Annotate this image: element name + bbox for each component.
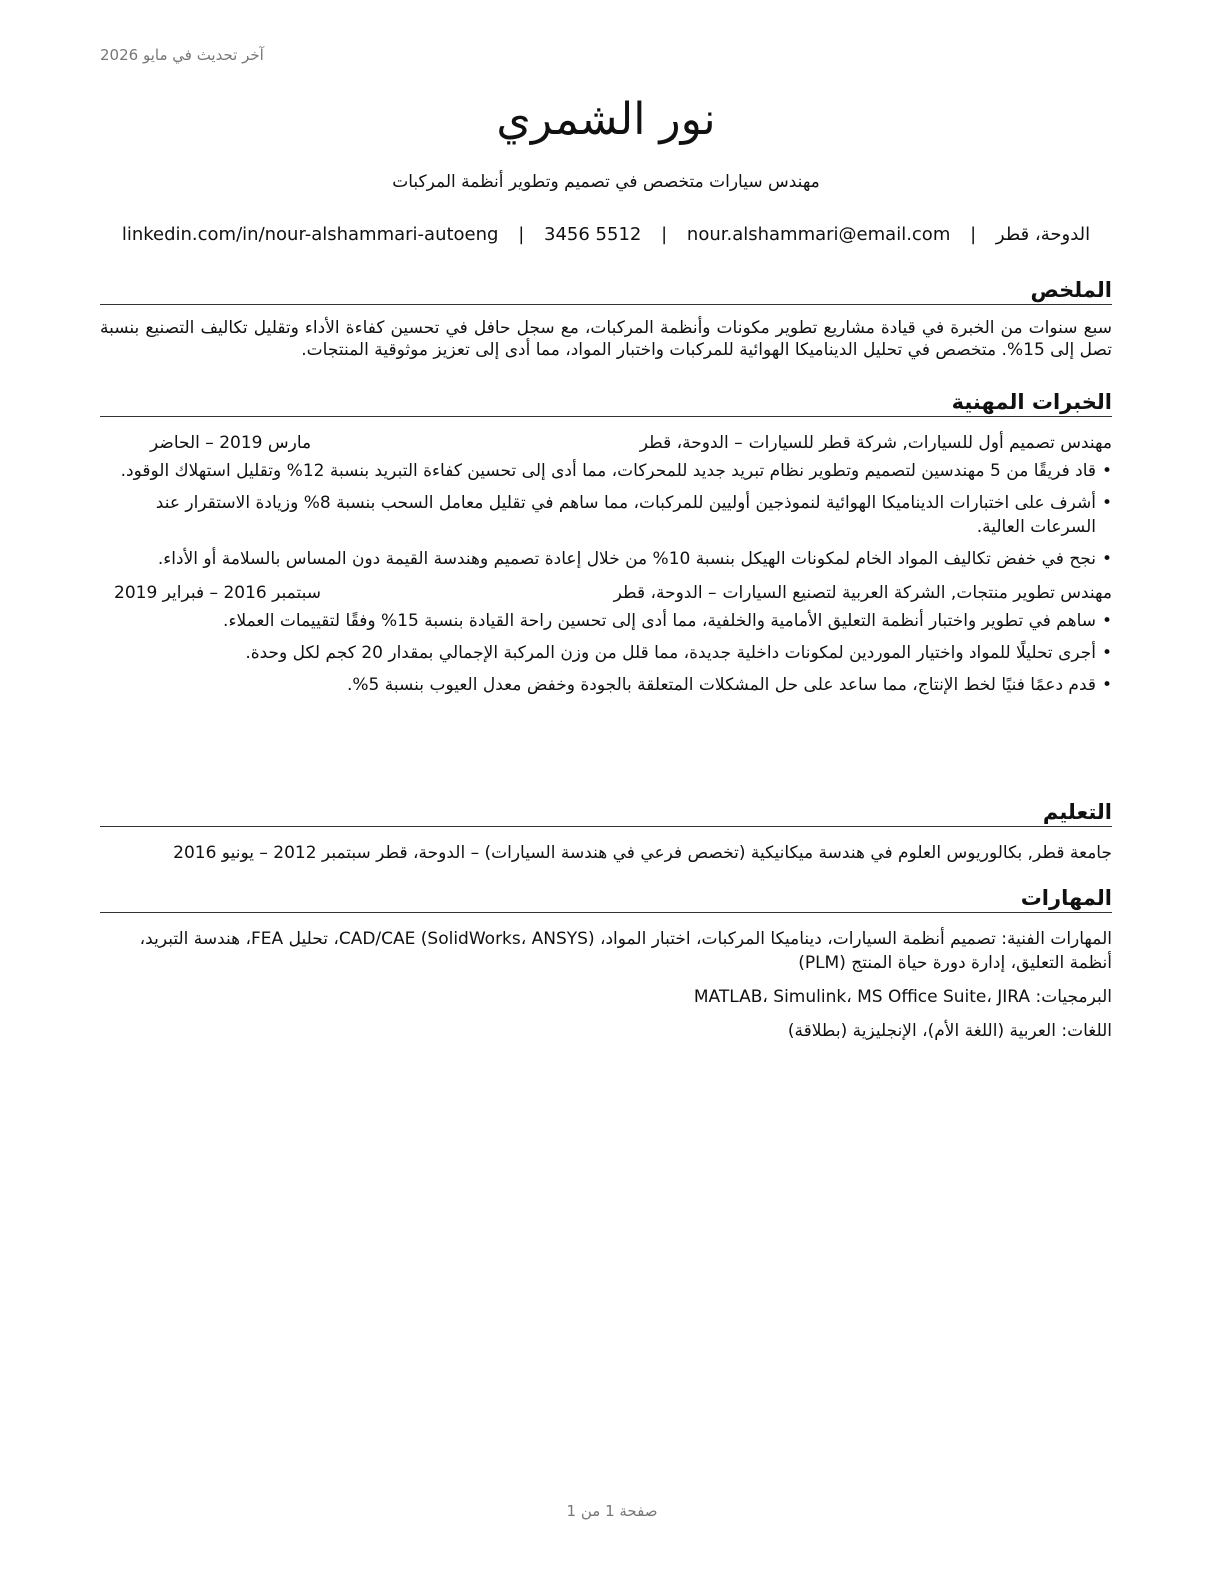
contact-email[interactable]: nour.alshammari@email.com (686, 224, 951, 245)
section-title-skills: المهارات (100, 884, 1112, 913)
section-title-summary: الملخص (100, 276, 1112, 305)
page-number: صفحة 1 من 1 (566, 1502, 658, 1520)
list-item: • أشرف على اختبارات الديناميكا الهوائية لنموذجين أوليين للمركبات، مما ساهم في تقليل معامل السحب بنسبة 8% وزيادة الاستقرار عند السرعات العالية. (100, 491, 1112, 539)
list-item: • أجرى تحليلًا للمواد واختيار الموردين لمكونات داخلية جديدة، مما قلل من وزن المركبة الإجمالي بمقدار 20 كجم لكل وحدة. (100, 641, 1112, 665)
contact-linkedin[interactable]: linkedin.com/in/nour-alshammari-autoeng (121, 224, 499, 245)
job-location: – الدوحة، قطر (613, 583, 717, 603)
job-role-company: مهندس تصميم أول للسيارات, شركة قطر للسيارات (748, 433, 1112, 453)
job-role-company: مهندس تطوير منتجات, الشركة العربية لتصنيع السيارات (722, 583, 1112, 603)
job-entry (100, 431, 1112, 571)
job-dates: مارس 2019 – الحاضر (150, 433, 312, 453)
job-header (100, 581, 1112, 605)
experience-section (100, 388, 1112, 705)
skills-languages: اللغات: العربية (اللغة الأم)، الإنجليزية (بطلاقة) (787, 1021, 1112, 1041)
list-item: • قدم دعمًا فنيًا لخط الإنتاج، مما ساعد على حل المشكلات المتعلقة بالجودة وخفض معدل العيوب بنسبة 5%. (100, 673, 1112, 697)
contact-separator: | (661, 224, 668, 245)
list-item: • قاد فريقًا من 5 مهندسين لتصميم وتطوير نظام تبريد جديد للمحركات، مما أدى إلى تحسين كفاءة التبريد بنسبة 12% وتقليل استهلاك الوقود. (100, 459, 1112, 483)
job-location: – الدوحة، قطر (639, 433, 743, 453)
job-entry (100, 581, 1112, 697)
job-header (100, 431, 1112, 455)
section-title-experience: الخبرات المهنية (100, 388, 1112, 417)
summary-text: سبع سنوات من الخبرة في قيادة مشاريع تطوير مكونات وأنظمة المركبات، مع سجل حافل في تحسين كفاءة الأداء وتقليل تكاليف التصنيع بنسبة تصل إلى 15%. متخصص في تحليل الديناميكا الهوائية للمركبات واختبار المواد، مما أدى إلى تعزيز موثوقية المنتجات. (100, 318, 1112, 360)
education-entry: جامعة قطر, بكالوريوس العلوم في هندسة ميكانيكية (تخصص فرعي في هندسة السيارات) – الدوحة، قطر سبتمبر 2012 – يونيو 2016 (173, 843, 1112, 863)
education-section (100, 798, 1112, 865)
candidate-name: نور الشمري (496, 94, 716, 145)
job-bullets (100, 459, 1112, 571)
contact-phone: 3456 5512 (544, 224, 642, 245)
job-bullets (100, 609, 1112, 697)
skills-section (100, 884, 1112, 1043)
last-updated: آخر تحديث في مايو 2026 (100, 46, 264, 64)
contact-line (100, 222, 1112, 248)
skills-software: البرمجيات: MATLAB، Simulink، MS Office Suite، JIRA (693, 987, 1112, 1007)
contact-location: الدوحة، قطر (995, 224, 1091, 245)
contact-separator: | (518, 224, 525, 245)
list-item: • ساهم في تطوير واختبار أنظمة التعليق الأمامية والخلفية، مما أدى إلى تحسين راحة القيادة بنسبة 15% وفقًا لتقييمات العملاء. (100, 609, 1112, 633)
candidate-headline: مهندس سيارات متخصص في تصميم وتطوير أنظمة المركبات (392, 172, 820, 192)
job-dates: سبتمبر 2016 – فبراير 2019 (114, 583, 321, 603)
skills-technical: المهارات الفنية: تصميم أنظمة السيارات، ديناميكا المركبات، اختبار المواد، CAD/CAE (SolidWorks، ANSYS)، تحليل FEA، هندسة التبريد، أنظمة التعليق، إدارة دورة حياة المنتج (PLM) (139, 929, 1112, 973)
summary-section (100, 276, 1112, 361)
section-title-education: التعليم (100, 798, 1112, 827)
contact-separator: | (970, 224, 977, 245)
list-item: • نجح في خفض تكاليف المواد الخام لمكونات الهيكل بنسبة 10% من خلال إعادة تصميم وهندسة القيمة دون المساس بالسلامة أو الأداء. (100, 547, 1112, 571)
